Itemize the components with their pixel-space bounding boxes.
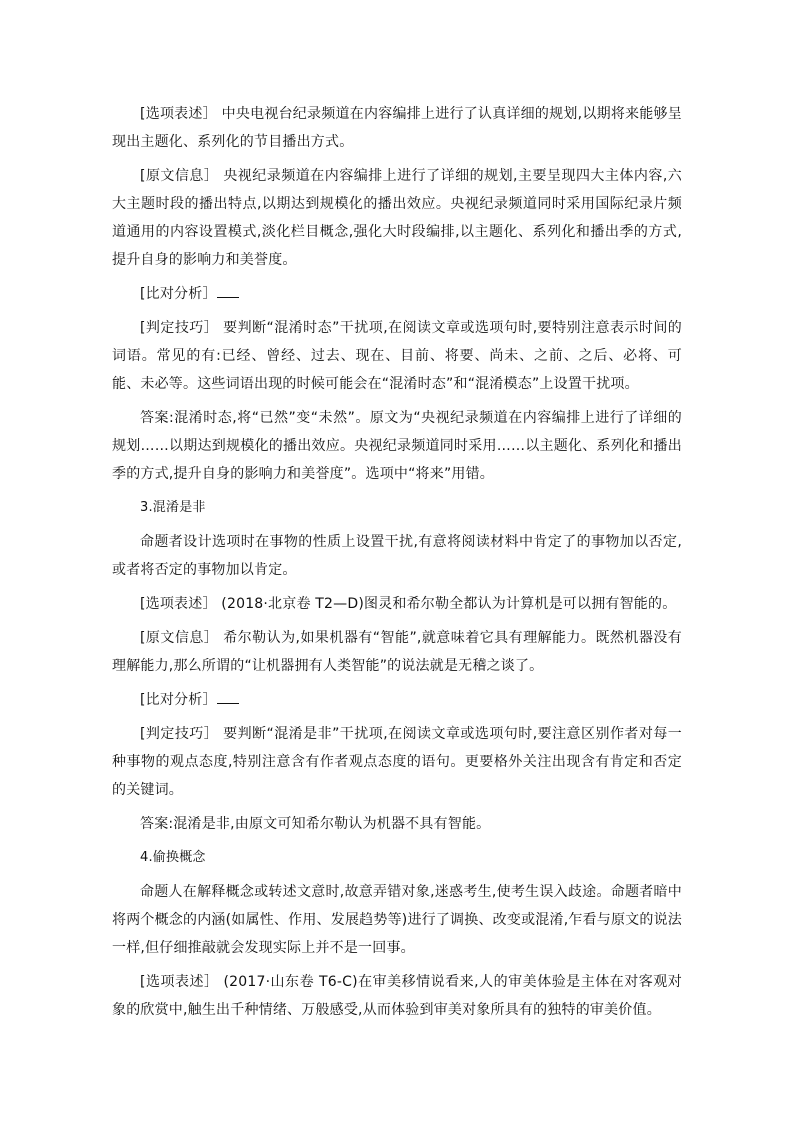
answer-blank <box>217 689 239 704</box>
comparison-analysis-line <box>112 686 682 714</box>
option-statement-paragraph: [选项表述］ (2018·北京卷 T2—D)图灵和希尔勒全都认为计算机是可以拥有智能的。 <box>140 596 677 612</box>
answer-blank <box>217 283 239 298</box>
comparison-analysis-line <box>112 280 682 308</box>
answer-paragraph: 答案:混淆时态,将“已然”变“未然”。原文为“央视纪录频道在内容编排上进行了详细的规划……以期达到规模化的播出效应。央视纪录频道同时采用……以主题化、系列化和播出季的方式,提升自身的影响力和美誉度”。选项中“将来”用错。 <box>112 410 682 482</box>
comparison-analysis-label: [比对分析］ <box>140 692 217 708</box>
body-paragraph: 命题者设计选项时在事物的性质上设置干扰,有意将阅读材料中肯定了的事物加以否定,或者将否定的事物加以肯定。 <box>112 534 682 578</box>
judging-technique-paragraph: [判定技巧］ 要判断“混淆时态”干扰项,在阅读文章或选项句时,要特别注意表示时间的词语。常见的有:已经、曾经、过去、现在、目前、将要、尚未、之前、之后、必将、可能、未必等。这些词语出现的时候可能会在“混淆时态”和“混淆模态”上设置干扰项。 <box>112 320 682 392</box>
comparison-analysis-label: [比对分析］ <box>140 286 217 302</box>
judging-technique-paragraph: [判定技巧］ 要判断“混淆是非”干扰项,在阅读文章或选项句时,要注意区别作者对每一种事物的观点态度,特别注意含有作者观点态度的语句。更要格外关注出现含有肯定和否定的关键词。 <box>112 726 682 798</box>
original-text-paragraph: [原文信息］ 希尔勒认为,如果机器有“智能”,就意味着它具有理解能力。既然机器没有理解能力,那么所谓的“让机器拥有人类智能”的说法就是无稽之谈了。 <box>112 630 682 674</box>
answer-paragraph: 答案:混淆是非,由原文可知希尔勒认为机器不具有智能。 <box>140 816 491 832</box>
document-page <box>112 100 682 1030</box>
body-paragraph: 命题人在解释概念或转述文意时,故意弄错对象,迷惑考生,使考生误入歧途。命题者暗中将两个概念的内涵(如属性、作用、发展趋势等)进行了调换、改变或混淆,乍看与原文的说法一样,但仔细推敲就会发现实际上并不是一回事。 <box>112 884 682 956</box>
option-statement-paragraph: [选项表述］ (2017·山东卷 T6-C)在审美移情说看来,人的审美体验是主体在对客观对象的欣赏中,触生出千种情绪、万般感受,从而体验到审美对象所具有的独特的审美价值。 <box>112 974 682 1018</box>
section-heading: 4.偷换概念 <box>140 850 206 865</box>
section-heading: 3.混淆是非 <box>140 500 206 515</box>
original-text-paragraph: [原文信息］ 央视纪录频道在内容编排上进行了详细的规划,主要呈现四大主体内容,六大主题时段的播出特点,以期达到规模化的播出效应。央视纪录频道同时采用国际纪录片频道通用的内容设置模式,淡化栏目概念,强化大时段编排,以主题化、系列化和播出季的方式,提升自身的影响力和美誉度。 <box>112 168 682 268</box>
option-statement-paragraph: [选项表述］ 中央电视台纪录频道在内容编排上进行了认真详细的规划,以期将来能够呈现出主题化、系列化的节目播出方式。 <box>112 106 682 150</box>
